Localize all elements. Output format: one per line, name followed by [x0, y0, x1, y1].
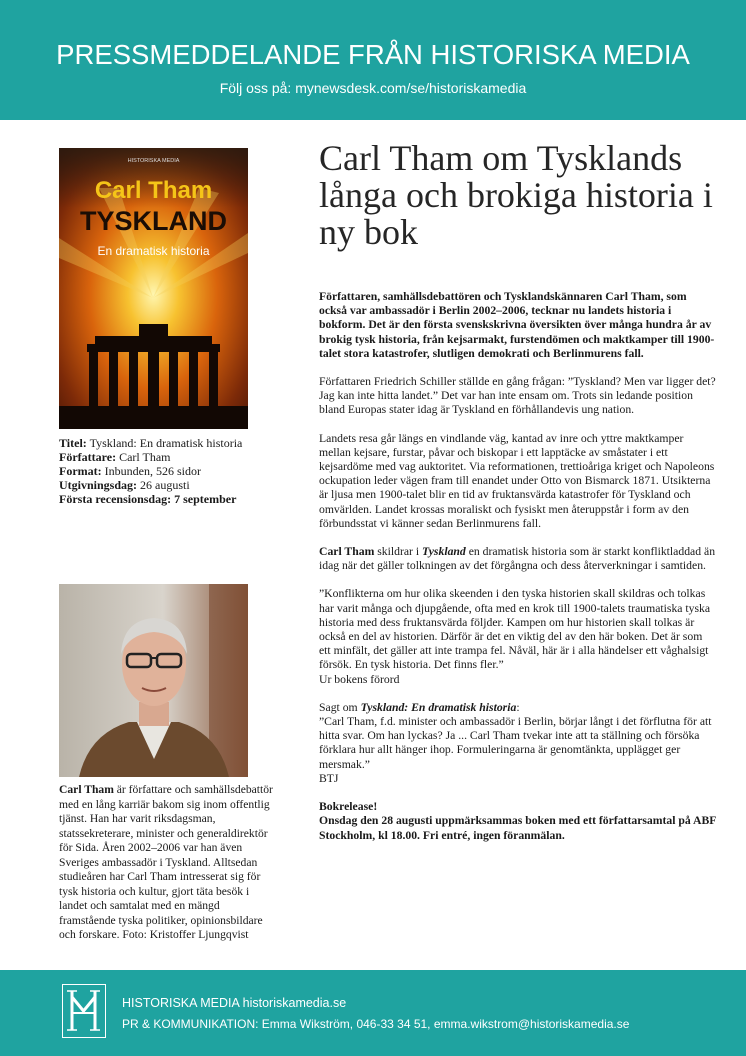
paragraph-history: Landets resa går längs en vindlande väg, kantad av inre och yttre maktkamper mellan kejsare, furstar, påvar och biskopar i ett lapptäcke av småstater i ett kejsardöme med vag auktoritet. Via reformationen, trettioåriga kriget och Napoleons ockupation leder vägen fram till enandet under Otto von Bismarck 1871. Utsikterna är ljusa men 1900-talet blir en tid av fruktansvärda katastrofer för Tyskland och omvärlden. Landet krossas moraliskt och fysiskt men återuppstår i form av den förbundsstat vi känner sedan Berlinmurens fall.: [319, 431, 715, 530]
meta-review-label: Första recensionsdag: 7 september: [59, 492, 237, 506]
paragraph-schiller: Författaren Friedrich Schiller ställde en gång frågan: ”Tyskland? Men var ligger det? Jag kan inte hitta landet.” Det var han inte ensam om. Trots sin ledande position bland Europas stater idag är Tyskland en förhållandevis ung nation.: [319, 375, 716, 417]
quote-paragraph: [319, 587, 716, 686]
review-source: BTJ: [319, 771, 339, 785]
release-text: Onsdag den 28 augusti uppmärksammas boken med ett författarsamtal på ABF Stockholm, kl 18.00. Fri entré, ingen föranmälan.: [319, 814, 716, 842]
cover-publisher: HISTORISKA MEDIA: [127, 158, 180, 164]
review-text: ”Carl Tham, f.d. minister och ambassadör i Berlin, börjar långt i det förflutna för att hitta svar. Om han lyckas? Ja ... Carl Tham tvekar inte att ta ställning och försöka förklara hur allt hänger ihop. Formuleringarna är genomtänkta, upplägget ger mersmak.”: [319, 715, 712, 771]
historiska-media-logo-icon: [62, 984, 106, 1038]
article-body: [319, 290, 716, 857]
footer-brand: HISTORISKA MEDIA: [122, 996, 240, 1010]
p3-rest: en dramatisk historia som är starkt konfliktladdad än idag när det gäller tolkningen av det förgångna och dess återverkningar i samtiden.: [319, 545, 716, 573]
release-title: Bokrelease!: [319, 800, 378, 814]
meta-format-label: Format:: [59, 464, 102, 478]
p3-mid: skildrar i: [374, 545, 423, 559]
said-intro: Sagt om: [319, 700, 361, 714]
quote-source: Ur bokens förord: [319, 672, 400, 686]
meta-author-label: Författare:: [59, 450, 117, 464]
meta-release-label: Utgivningsdag:: [59, 478, 138, 492]
meta-format-value: Inbunden, 526 sidor: [104, 464, 201, 478]
meta-release-value: 26 augusti: [140, 478, 190, 492]
headline: Carl Tham om Tysklands långa och brokiga historia i ny bok: [319, 138, 713, 252]
book-cover-image: [59, 148, 248, 429]
cover-author: Carl Tham: [94, 177, 213, 204]
footer-brand-line: [122, 996, 346, 1010]
quote-text: ”Konflikterna om hur olika skeenden i den tyska historien skall skildras och tolkas har varit många och djupgående, ofta med en krok till 1900-talets traumatiska tyska historia med dess fruktansvärda följder. Kampen om hur historien skall tolkas är också en del av historien. Därför är det en viktig del av den här boken. Det är som ett minfält, det gäller att inte trampa fel. Nåväl, här är i alla händelser ett våghalsigt försök. En tysk historia. Det finns fler.”: [319, 587, 711, 672]
p3-book-title: Tyskland: [422, 545, 466, 559]
review-paragraph: [319, 701, 716, 786]
cover-title: TYSKLAND: [80, 206, 227, 236]
meta-author-value: Carl Tham: [119, 450, 171, 464]
release-paragraph: [319, 800, 716, 843]
header-band: [0, 0, 746, 120]
meta-title-value: Tyskland: En dramatisk historia: [89, 436, 243, 450]
footer-contact[interactable]: PR & KOMMUNIKATION: Emma Wikström, 046-33 34 51, emma.wikstrom@historiskamedia.se: [122, 1017, 630, 1031]
p3-author-name: Carl Tham: [319, 545, 375, 559]
paragraph-book: [319, 545, 716, 573]
bio-text: är författare och samhällsdebattör med en lång karriär bakom sig inom offentlig tjänst. Han har varit riksdagsman, statssekreterare, minister och generaldirektör för Sida. Åren 2002–2006 var han även Sveriges ambassadör i Tyskland. Alltsedan studieåren har Carl Tham intresserat sig för tysk historia och kultur, gjort täta besök i landet och samtalat med en mängd framstående tyska politiker, opinionsbildare och forskare. Foto: Kristoffer Ljungqvist: [59, 783, 273, 941]
footer-band: [0, 970, 746, 1056]
lead-paragraph: Författaren, samhällsdebattören och Tysklandskännaren Carl Tham, som också var ambassadör i Berlin 2002–2006, tecknar nu landets historia i bokform. Det är den första svenskskrivna översikten över många hundra år av brokig tysk historia, från kejsarmakt, furstendömen och maktkamper till 1900-talet stora katastrofer, slutligen demokrati och Berlinmurens fall.: [319, 290, 715, 360]
header-follow-link[interactable]: Följ oss på: mynewsdesk.com/se/historiskamedia: [219, 80, 527, 96]
author-bio: [59, 783, 279, 943]
said-colon: :: [516, 700, 520, 714]
meta-title-label: Titel:: [59, 436, 87, 450]
header-title: PRESSMEDDELANDE FRÅN HISTORISKA MEDIA: [56, 39, 690, 70]
author-portrait-image: [59, 584, 248, 777]
book-meta: [59, 436, 274, 506]
cover-subtitle: En dramatisk historia: [97, 244, 210, 258]
footer-site-link[interactable]: historiskamedia.se: [239, 996, 347, 1010]
said-book-title: Tyskland: En dramatisk historia: [360, 700, 517, 714]
bio-name: Carl Tham: [59, 783, 114, 796]
